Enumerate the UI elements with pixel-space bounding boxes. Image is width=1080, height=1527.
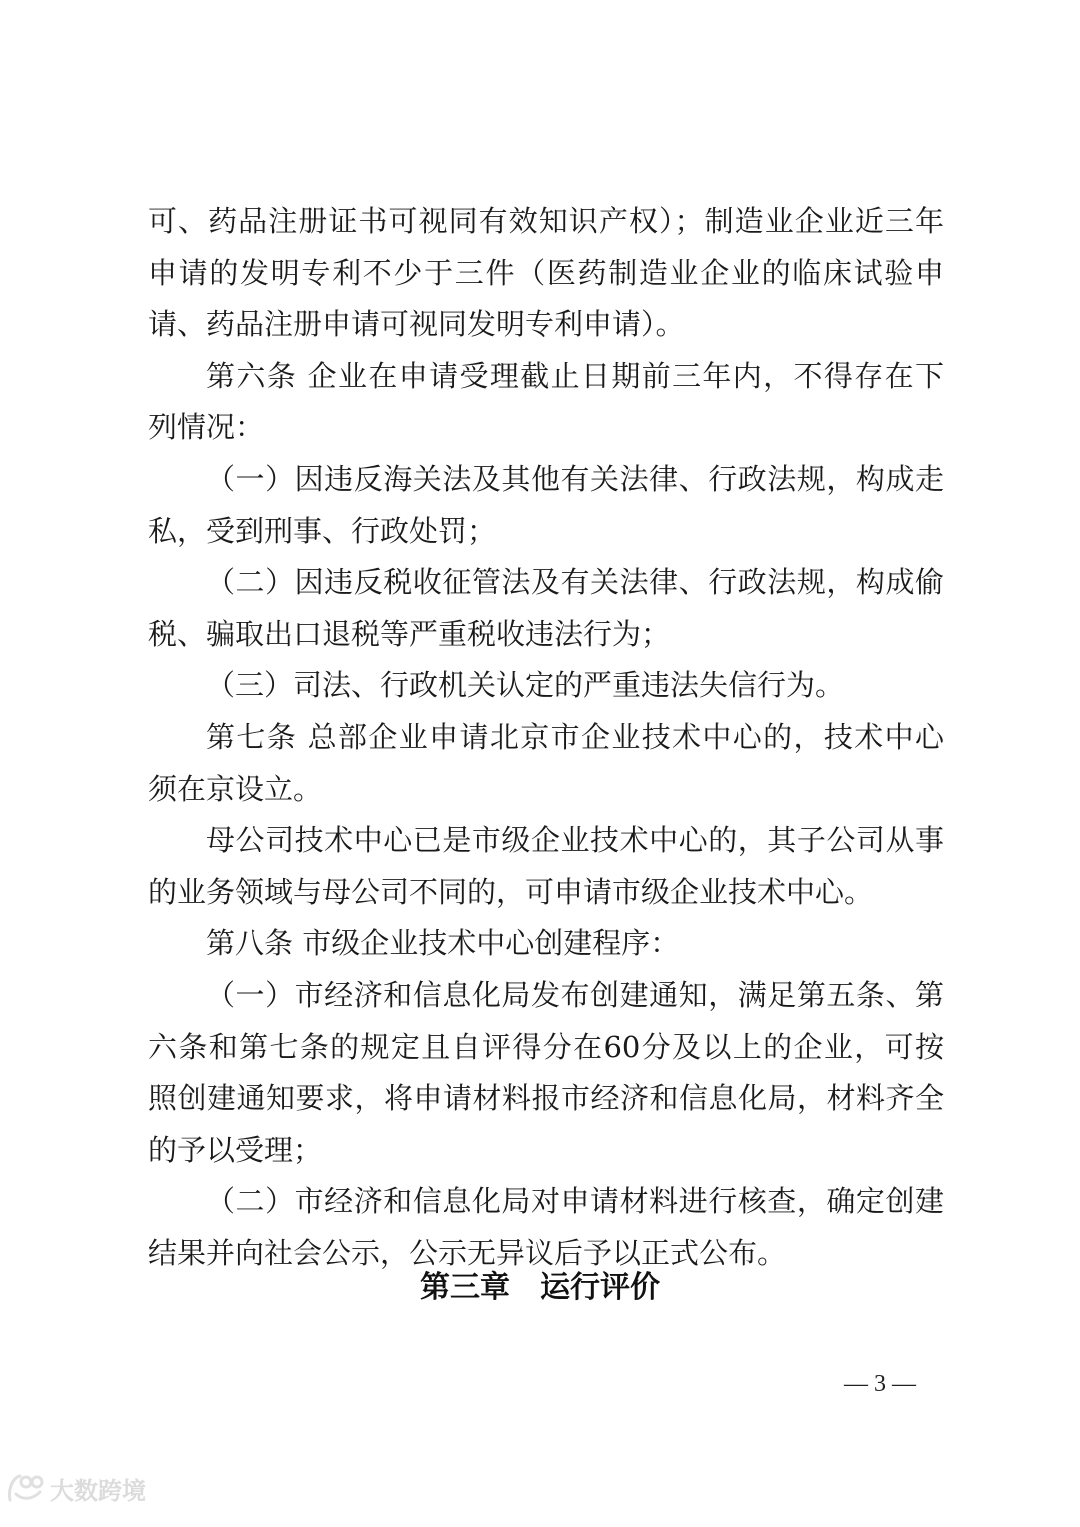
- text-line: 的予以受理；: [148, 1132, 323, 1167]
- document-body: [148, 196, 944, 1279]
- text-line: 税、骗取出口退税等严重税收违法行为；: [148, 616, 671, 651]
- watermark: [6, 1466, 146, 1510]
- text-line: 的业务领域与母公司不同的，可申请市级企业技术中心。: [148, 874, 874, 909]
- text-line: （二）市经济和信息化局对申请材料进行核查，确定创建: [206, 1184, 944, 1219]
- text-line: 六条和第七条的规定且自评得分在60分及以上的企业，可按: [148, 1029, 944, 1064]
- brand-logo-icon: [6, 1470, 46, 1506]
- text-line: （二）因违反税收征管法及有关法律、行政法规，构成偷: [206, 565, 944, 600]
- text-line: 结果并向社会公示，公示无异议后予以正式公布。: [148, 1235, 787, 1270]
- text-line: 第八条 市级企业技术中心创建程序：: [206, 926, 680, 961]
- text-line: 母公司技术中心已是市级企业技术中心的，其子公司从事: [206, 823, 944, 858]
- text-line: （一）市经济和信息化局发布创建通知，满足第五条、第: [206, 977, 944, 1012]
- text-line: 第六条 企业在申请受理截止日期前三年内，不得存在下: [206, 358, 944, 393]
- text-line: 私，受到刑事、行政处罚；: [148, 513, 497, 548]
- text-line: （一）因违反海关法及其他有关法律、行政法规，构成走: [206, 461, 944, 496]
- page-number: — 3 —: [844, 1371, 916, 1397]
- text-line: 申请的发明专利不少于三件（医药制造业企业的临床试验申: [148, 255, 944, 290]
- chapter-heading: 第三章 运行评价: [420, 1270, 660, 1305]
- text-line: 须在京设立。: [148, 771, 323, 806]
- watermark-text: 大数跨境: [50, 1476, 146, 1505]
- text-line: 第七条 总部企业申请北京市企业技术中心的，技术中心: [206, 719, 944, 754]
- text-line: 列情况：: [148, 410, 265, 445]
- text-line: 照创建通知要求，将申请材料报市经济和信息化局，材料齐全: [148, 1081, 944, 1116]
- text-line: 可、药品注册证书可视同有效知识产权）；制造业企业近三年: [148, 204, 944, 238]
- text-line: 请、药品注册申请可视同发明专利申请）。: [148, 307, 685, 342]
- text-line: （三）司法、行政机关认定的严重违法失信行为。: [206, 668, 845, 703]
